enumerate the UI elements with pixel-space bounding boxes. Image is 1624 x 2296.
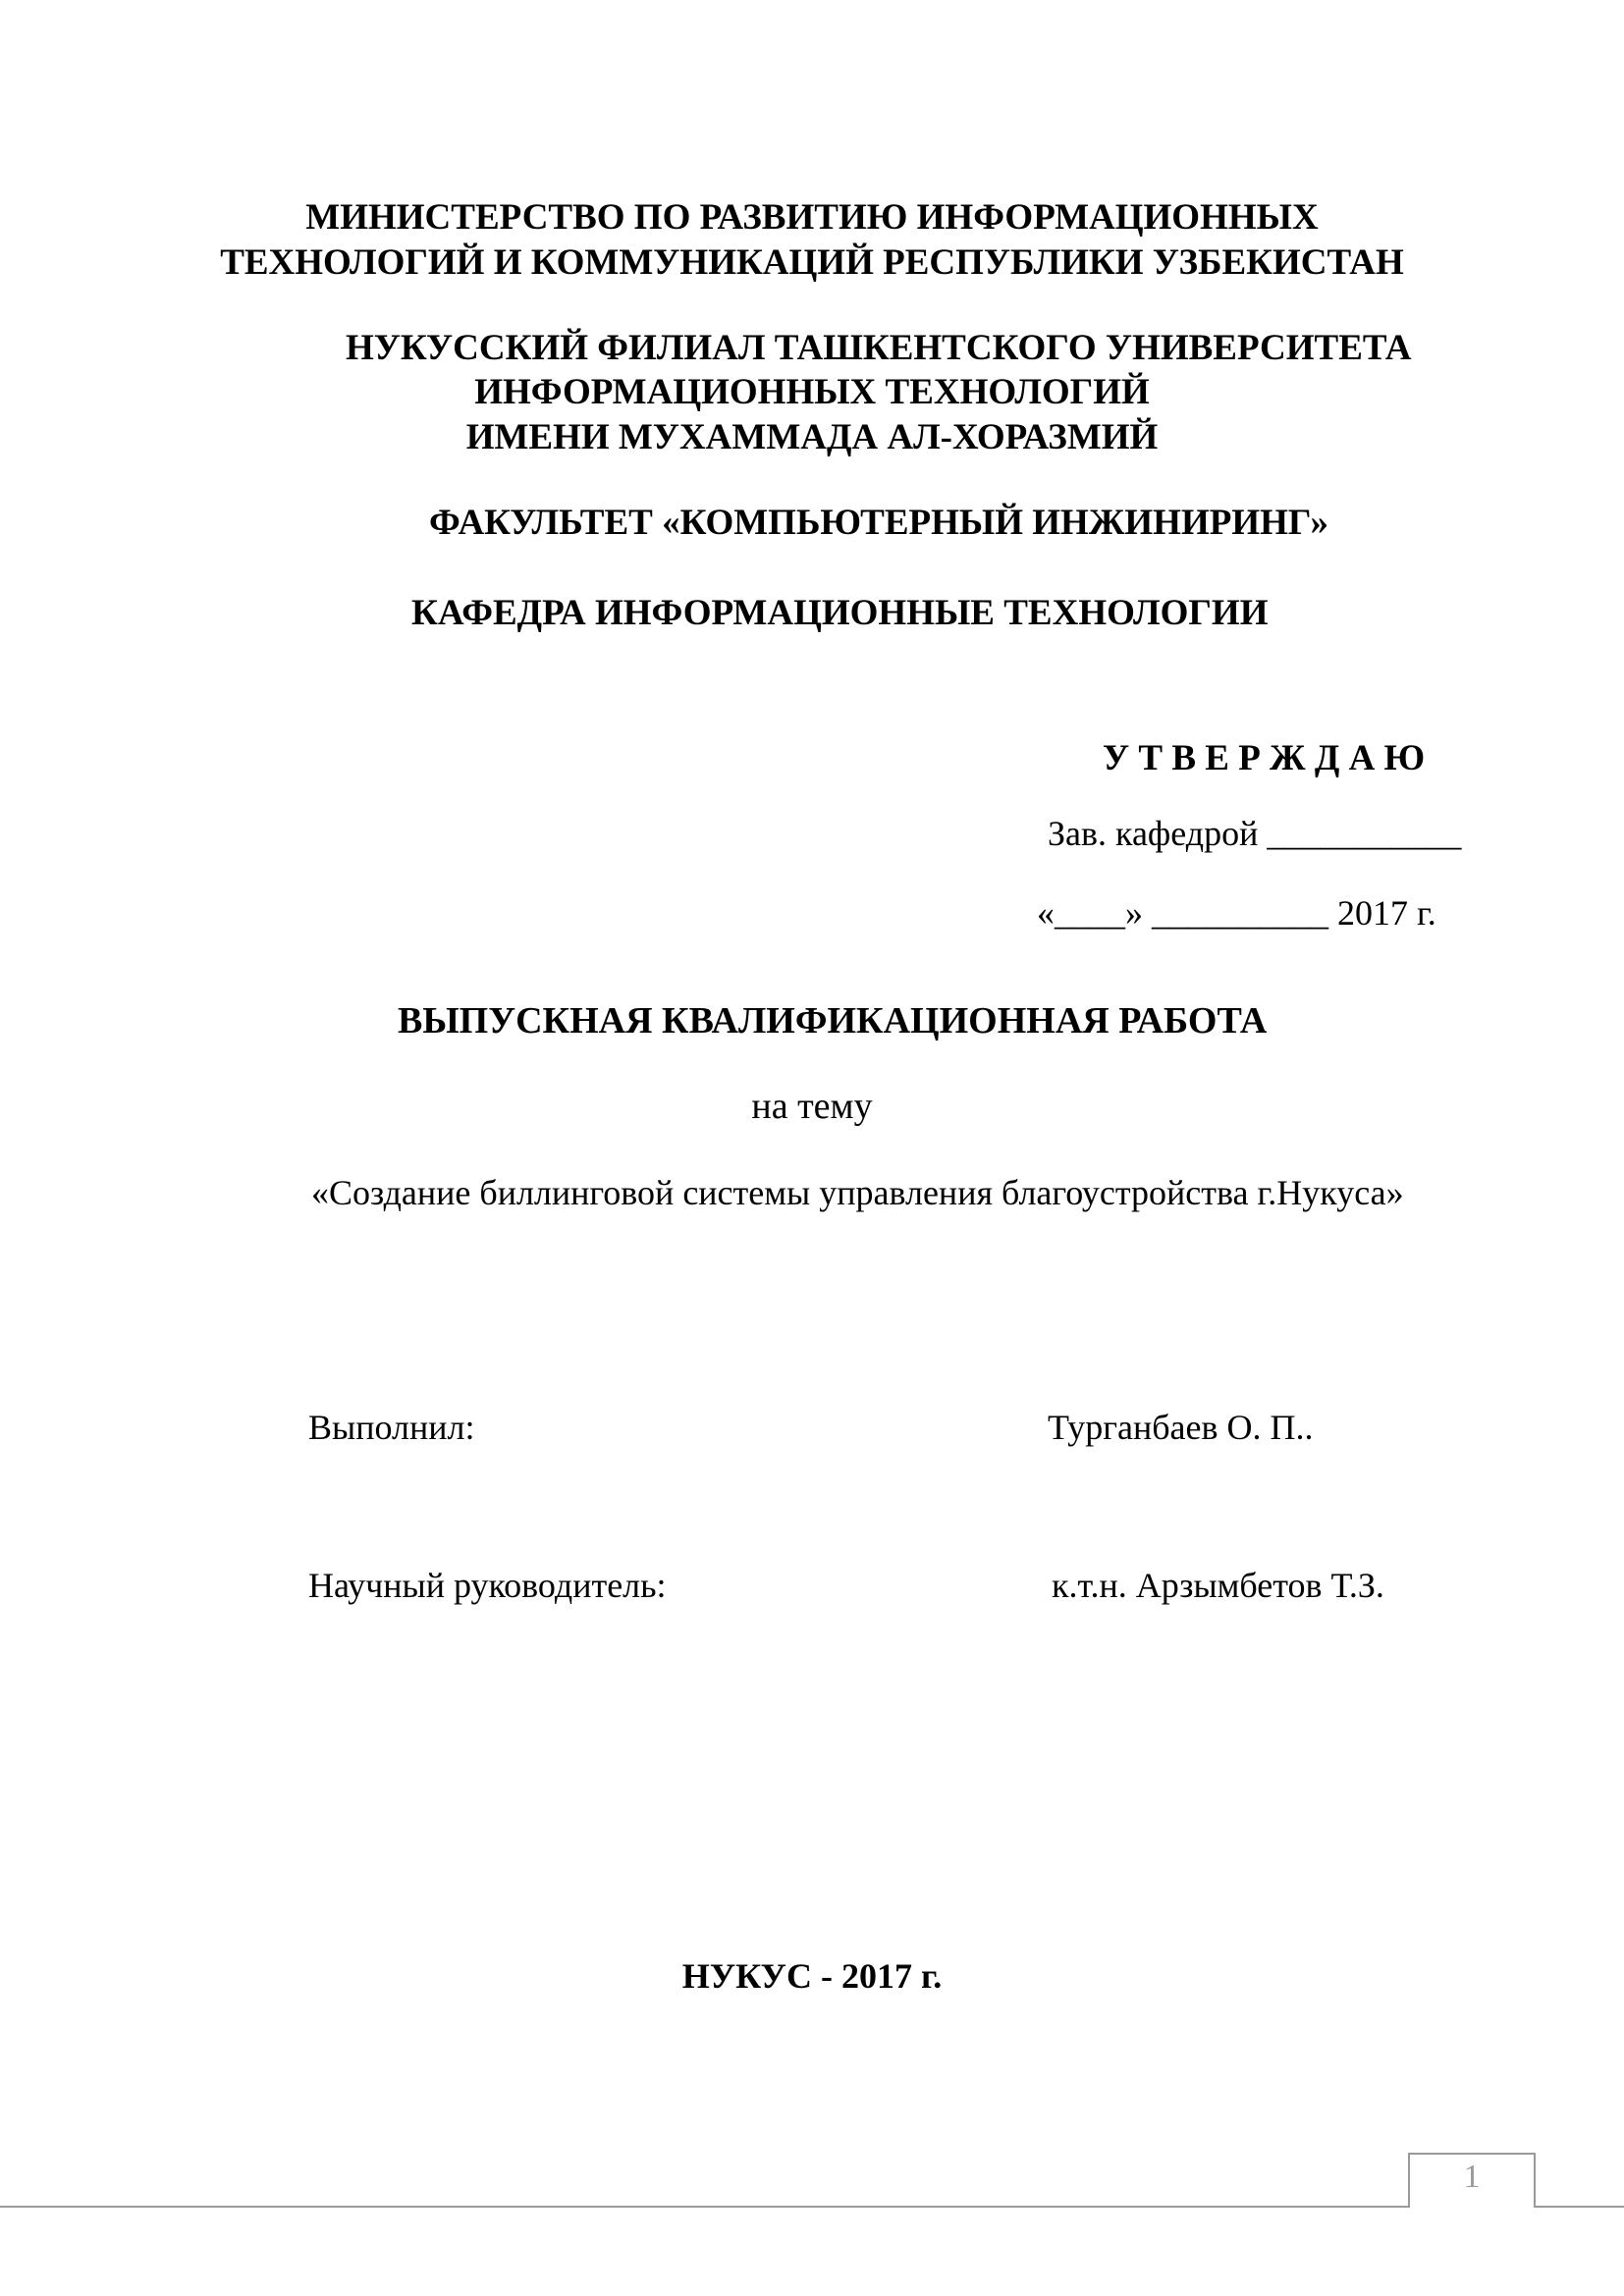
footer-rule-left: [0, 2206, 1410, 2208]
ministry-line-2: ТЕХНОЛОГИЙ И КОММУНИКАЦИЙ РЕСПУБЛИКИ УЗБЕКИСТАН: [220, 242, 1404, 283]
branch-line-1: НУКУССКИЙ ФИЛИАЛ ТАШКЕНТСКОГО УНИВЕРСИТЕТА: [346, 328, 1412, 368]
department-title: КАФЕДРА ИНФОРМАЦИОННЫЕ ТЕХНОЛОГИИ: [411, 593, 1269, 633]
page-number: 1: [1463, 2159, 1481, 2195]
performed-name: Турганбаев О. П..: [1048, 1408, 1314, 1447]
branch-line-3: ИМЕНИ МУХАММАДА АЛ-ХОРАЗМИЙ: [465, 417, 1159, 457]
work-type-title: ВЫПУСКНАЯ КВАЛИФИКАЦИОННАЯ РАБОТА: [398, 1000, 1268, 1041]
head-of-department-signature: Зав. кафедрой ___________: [1048, 814, 1462, 853]
faculty-title: ФАКУЛЬТЕТ «КОМПЬЮТЕРНЫЙ ИНЖИНИРИНГ»: [429, 503, 1329, 543]
ministry-line-1: МИНИСТЕРСТВО ПО РАЗВИТИЮ ИНФОРМАЦИОННЫХ: [305, 197, 1319, 238]
performed-label: Выполнил:: [308, 1408, 475, 1447]
supervisor-label: Научный руководитель:: [308, 1566, 667, 1605]
footer-rule-right: [1534, 2206, 1624, 2208]
approval-title: У Т В Е Р Ж Д А Ю: [1103, 738, 1426, 778]
approval-date: «____» __________ 2017 г.: [1037, 893, 1436, 933]
branch-line-2: ИНФОРМАЦИОННЫХ ТЕХНОЛОГИЙ: [474, 372, 1150, 412]
supervisor-name: к.т.н. Арзымбетов Т.З.: [1052, 1566, 1384, 1605]
work-topic: «Создание биллинговой системы управления благоустройства г.Нукуса»: [311, 1173, 1404, 1212]
city-year: НУКУС - 2017 г.: [681, 1956, 943, 1996]
on-topic-label: на тему: [751, 1086, 873, 1127]
